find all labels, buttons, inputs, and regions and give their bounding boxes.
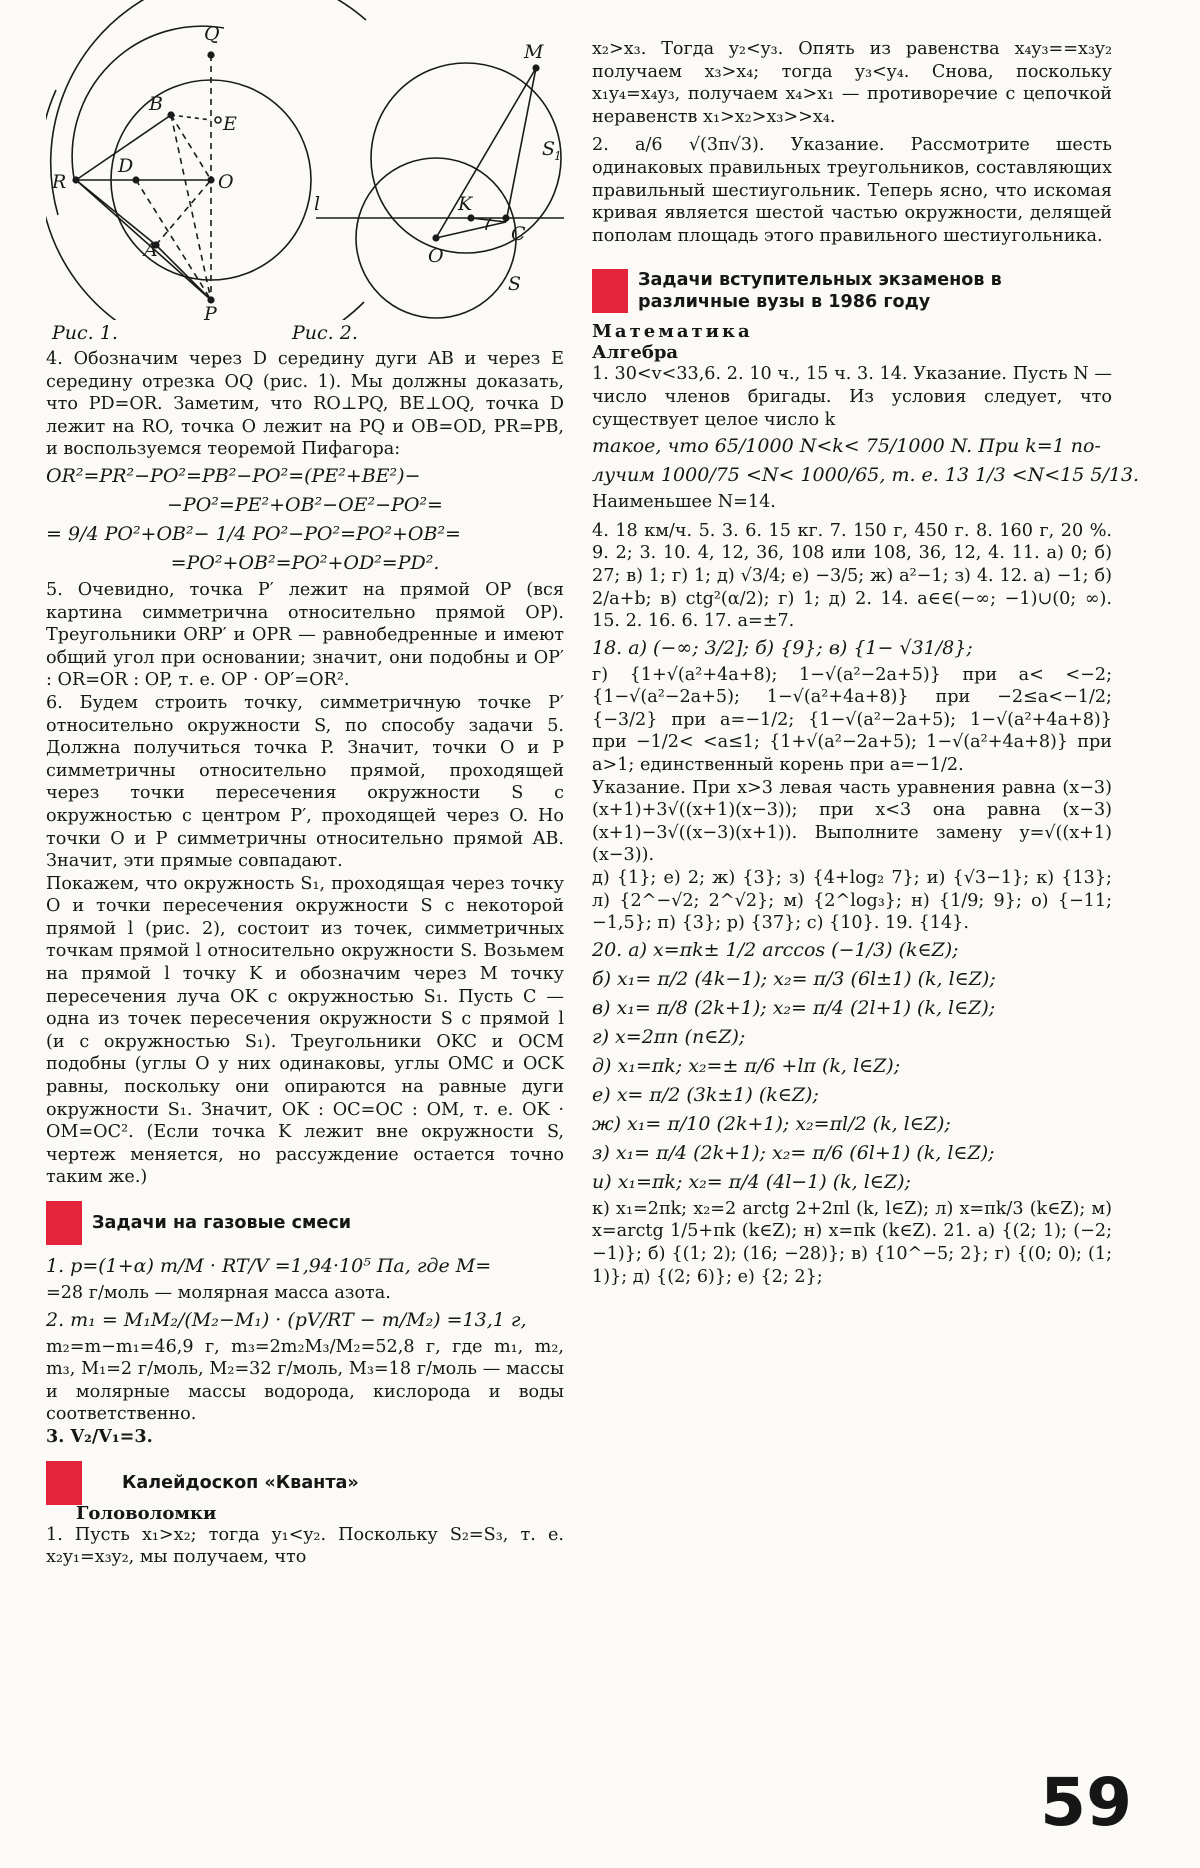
trig-answer-20b: б) x₁= π/2 (4k−1); x₂= π/3 (6l±1) (k, l∈Z); [592, 967, 996, 990]
algebra-answer-18: 18. а) (−∞; 3/2]; б) {9}; в) {1− √31/8}; [592, 636, 973, 659]
red-square-icon [46, 1201, 82, 1245]
section-entrance-exams [592, 269, 1112, 313]
gas-answer-1: 1. p=(1+α) m/M · RT/V =1,94·10⁵ Па, где M= [46, 1255, 492, 1277]
label-K: K [458, 193, 473, 215]
label-S: S [508, 273, 522, 295]
figure-2-caption: Рис. 2. [292, 322, 358, 344]
label-l: l [314, 193, 321, 215]
algebra-ineq-1: такое, что 65/1000 N<k< 75/1000 N. При k=1 по- [592, 435, 1101, 458]
figure-1 [46, 0, 366, 320]
algebra-answer-1: 1. 30<v<33,6. 2. 10 ч., 15 ч. 3. 14. Указание. Пусть N — число членов бригады. Из условия следует, что существует целое число k [592, 364, 1112, 430]
puzzle-answer-2: 2. a/6 √(3π√3). Указание. Рассмотрите шесть одинаковых правильных треугольников, составляющих правильный шестиугольник. Теперь ясно, что искомая кривая является шестой частью окружности, делящей пополам площадь этого правильного шестиугольника. [592, 135, 1112, 246]
right-column [592, 38, 1140, 1288]
trig-answer-20-rest: к) x₁=2πk; x₂=2 arctg 2+2πl (k, l∈Z); л) x=πk/3 (k∈Z); м) x=arctg 1/5+πk (k∈Z); н) x=πk (k∈Z). 21. а) {(2; 1); (−2; −1)}; б) {(1; 2); (16; −28)}; в) {10^−5; 2}; г) {(0; 0); (1; 1)}; д) {(2; 6)}; е) {2; 2}; [592, 1198, 1112, 1287]
section-gas-mixtures [46, 1201, 564, 1245]
figure-1-caption: Рис. 1. [52, 322, 118, 344]
algebra-hint-18: Указание. При x>3 левая часть уравнения равна (x−3)(x+1)+3√((x+1)(x−3)); при x<3 она равна (x−3)(x+1)−3√((x−3)(x+1)). Выполните замену y=√((x+1)(x−3)). [592, 777, 1112, 866]
label-S1: S [542, 138, 556, 160]
label-D: D [118, 155, 134, 177]
label-A: A [144, 239, 158, 261]
subject-heading: Математика [592, 321, 753, 343]
trig-answer-20z: з) x₁= π/4 (2k+1); x₂= π/6 (6l+1) (k, l∈Z); [592, 1141, 995, 1164]
gas-answer-2-note: m₂=m−m₁=46,9 г, m₃=2m₂M₃/M₂=52,8 г, где m₁, m₂, m₃, M₁=2 г/моль, M₂=32 г/моль, M₃=18 г/моль — массы и молярные массы водорода, кислорода и воды соответственно. [46, 1336, 564, 1425]
equation-2: −PO²=PE²+OB²−OE²−PO²= [167, 493, 443, 516]
subsection-title: Головоломки [76, 1502, 217, 1524]
label-R: R [52, 171, 67, 193]
label-O: O [218, 171, 234, 193]
figures-area [46, 0, 564, 348]
solution-5: 5. Очевидно, точка P′ лежит на прямой OP (вся картина симметрична относительно прямой OP). Треугольники ORP′ и OPR — равнобедренные и имеют общий угол при основании; значит, они подобны и OP′ : OR=OR : OP, т. е. OP · OP′=OR². [46, 579, 564, 691]
figure-2 [316, 63, 564, 318]
red-square-icon [592, 269, 628, 313]
page-number: 59 [1040, 1764, 1132, 1841]
label-B: B [149, 93, 163, 115]
equation-1: OR²=PR²−PO²=PB²−PO²=(PE²+BE²)− [46, 464, 421, 487]
equation-3: = 9/4 PO²+OB²− 1/4 PO²−PO²=PO²+OB²= [46, 522, 461, 545]
left-column [46, 0, 564, 1569]
solution-6-continued: Покажем, что окружность S₁, проходящая через точку O и точки пересечения окружности S с некоторой прямой l (рис. 2), состоит из точек, симметричных точкам прямой l относительно окружности S. Возьмем на прямой l точку K и обозначим через M точку пересечения луча OK с окружностью S₁. Пусть C — одна из точек пересечения окружности S с прямой l (и с окружностью S₁). Треугольники OKC и OCM подобны (углы O у них одинаковы, углы OMC и OCK равны, поскольку они опираются на равные дуги окружности S₁. Значит, OK : OC=OC : OM, т. е. OK · OM=OC². (Если точка K лежит вне окружности S, чертеж меняется, но рассуждение остается точно таким же.) [46, 873, 564, 1188]
gas-answer-1-note: =28 г/моль — молярная масса азота. [46, 1283, 391, 1303]
geometry-figures [46, 0, 564, 320]
label-S1-sub: 1 [554, 149, 562, 163]
label-Q: Q [204, 23, 220, 45]
trig-answer-20i: и) x₁=πk; x₂= π/4 (4l−1) (k, l∈Z); [592, 1170, 911, 1193]
topic-heading: Алгебра [592, 342, 679, 364]
label-O2: O [428, 245, 444, 267]
gas-answer-3: 3. V₂/V₁=3. [46, 1425, 153, 1447]
trig-answer-20d: д) x₁=πk; x₂=± π/6 +lπ (k, l∈Z); [592, 1054, 901, 1077]
trig-answer-20g: г) x=2πn (n∈Z); [592, 1025, 746, 1048]
trig-answer-20e: е) x= π/2 (3k±1) (k∈Z); [592, 1083, 819, 1106]
label-P: P [204, 303, 217, 320]
gas-answer-2: 2. m₁ = M₁M₂/(M₂−M₁) · (pV/RT − m/M₂) =13,1 г, [46, 1308, 527, 1331]
puzzle-answer-1: 1. Пусть x₁>x₂; тогда y₁<y₂. Поскольку S₂=S₃, т. е. x₂y₁=x₃y₂, мы получаем, что [46, 1524, 564, 1568]
section-title: Задачи на газовые смеси [92, 1213, 352, 1233]
algebra-answer-18g: г) {1+√(a²+4a+8); 1−√(a²−2a+5)} при a< <−2; {1−√(a²−2a+5); 1−√(a²+4a+8)} при −2≤a<−1/2; {−3/2} при a=−1/2; {1−√(a²−2a+5); 1−√(a²+4a+8)} при −1/2< <a≤1; {1+√(a²−2a+5); 1−√(a²+4a+8)} при a>1; единственный корень при a=−1/2. [592, 664, 1112, 776]
algebra-answer-18-rest: д) {1}; е) 2; ж) {3}; з) {4+log₂ 7}; и) {√3−1}; к) {13}; л) {2^−√2; 2^√2}; м) {2^log₃}; н) {1/9; 9}; о) {−11; −1,5}; п) {3}; р) {37}; с) {10}. 19. {14}. [592, 868, 1112, 934]
trig-answer-20a: 20. а) x=πk± 1/2 arccos (−1/3) (k∈Z); [592, 938, 959, 961]
puzzle-answer-1-continued: x₂>x₃. Тогда y₂<y₃. Опять из равенства x₄y₃==x₃y₂ получаем x₃>x₄; тогда y₃<y₄. Снова, поскольку x₁y₄=x₄y₃, получаем x₄>x₁ — противоречие с цепочкой неравенств x₁>x₂>x₃>>x₄. [592, 39, 1112, 127]
label-C: C [511, 223, 526, 245]
algebra-result: Наименьшее N=14. [592, 492, 776, 513]
section-kaleidoscope [46, 1461, 564, 1505]
label-E: E [223, 113, 237, 135]
label-M: M [524, 41, 544, 63]
algebra-ineq-2: лучим 1000/75 <N< 1000/65, т. е. 13 1/3 <N<15 5/13. [592, 464, 1140, 487]
equation-4: =PO²+OB²=PO²+OD²=PD². [170, 551, 440, 574]
section-title: Калейдоскоп «Кванта» [122, 1472, 359, 1493]
solution-6: 6. Будем строить точку, симметричную точке P′ относительно окружности S, по способу задачи 5. Должна получиться точка P. Значит, точки O и P симметричны относительно прямой, проходящей через точки пересечения окружности S с окружностью с центром P′, проходящей через O. Но точки O и P симметричны относительно прямой AB. Значит, эти прямые совпадают. [46, 692, 564, 872]
algebra-answers-4-17: 4. 18 км/ч. 5. 3. 6. 15 кг. 7. 150 г, 450 г. 8. 160 г, 20 %. 9. 2; 3. 10. 4, 12, 36, 108 или 108, 36, 12, 4. 11. а) 0; б) 27; в) 1; г) 1; д) √3/4; е) −3/5; ж) a²−1; з) 4. 12. а) −1; б) 2/a+b; в) ctg²(α/2); г) 1; д) 2. 14. a∈∈(−∞; −1)∪(0; ∞). 15. 2. 16. 6. 17. a=±7. [592, 520, 1112, 632]
red-square-icon [46, 1461, 82, 1505]
section-title: Задачи вступительных экзаменов в различные вузы в 1986 году [638, 270, 1002, 313]
solution-4: 4. Обозначим через D середину дуги AB и через E середину отрезка OQ (рис. 1). Мы должны доказать, что PD=OR. Заметим, что RO⊥PQ, BE⊥OQ, точка D лежит на RO, точка O лежит на PQ и OB=OD, PR=PB, и воспользуемся теоремой Пифагора: [46, 349, 564, 460]
trig-answer-20v: в) x₁= π/8 (2k+1); x₂= π/4 (2l+1) (k, l∈Z); [592, 996, 996, 1019]
trig-answer-20zh: ж) x₁= π/10 (2k+1); x₂=πl/2 (k, l∈Z); [592, 1112, 951, 1135]
